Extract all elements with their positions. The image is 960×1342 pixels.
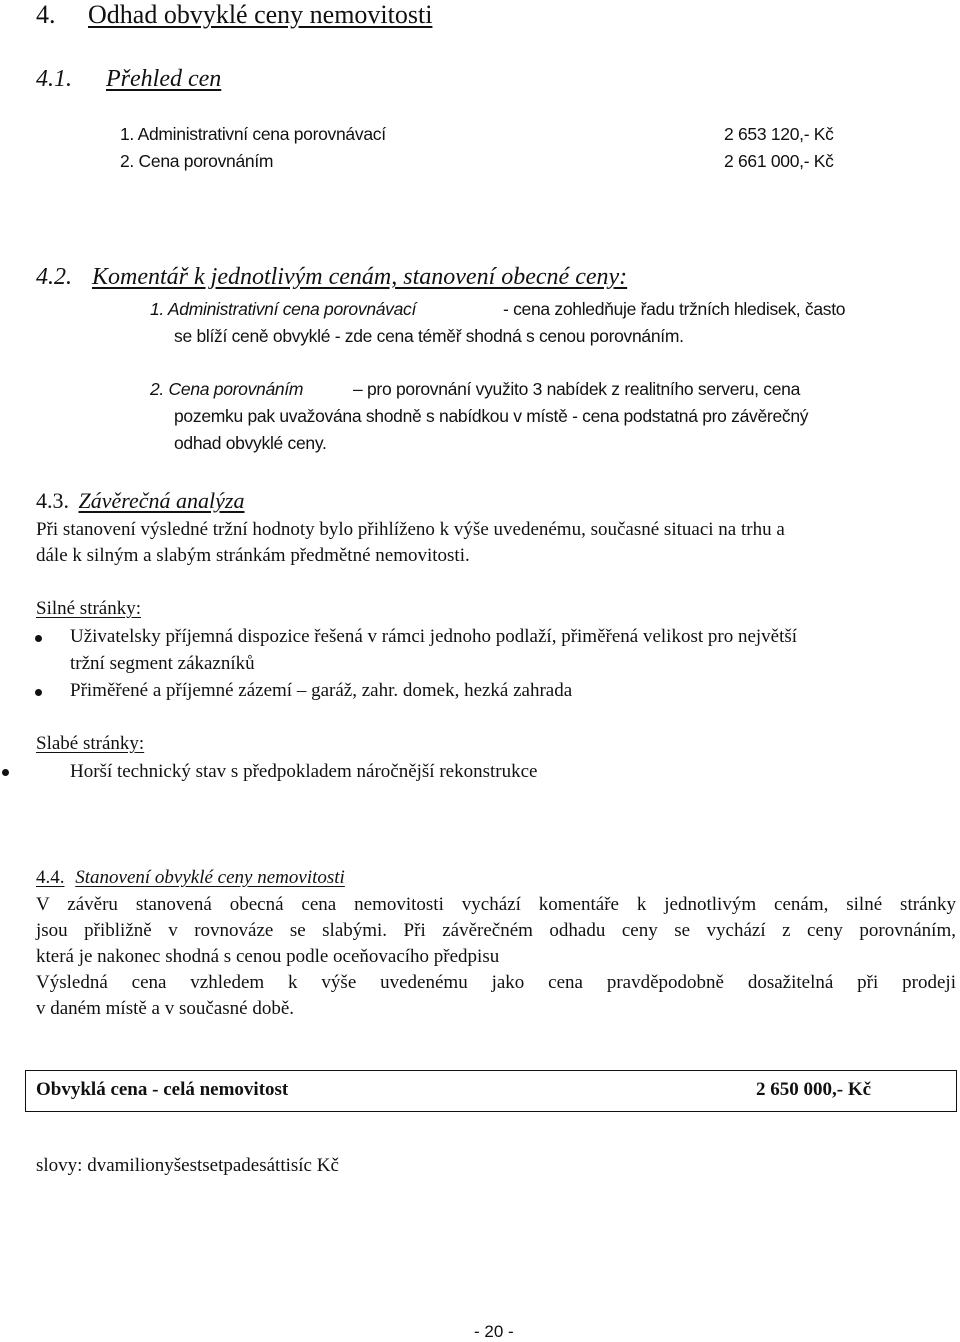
weakness-item-1: Horší technický stav s předpokladem náročnější rekonstrukce (70, 761, 538, 782)
comment-1-line-1 (150, 299, 416, 320)
weaknesses-heading: Slabé stránky: (36, 733, 145, 754)
subsection-number: 4.1. (36, 66, 72, 92)
page-number: - 20 - (474, 1322, 514, 1341)
comment-1-lead: 1. Administrativní cena porovnávací (150, 299, 417, 319)
comment-2-lead: 2. Cena porovnáním (150, 379, 304, 399)
bullet-icon (35, 635, 42, 642)
analysis-line-2: dále k silným a slabým stránkám předmětné nemovitosti. (36, 545, 470, 566)
comment-1-line-1-rest: - cena zohledňuje řadu tržních hledisek, často (503, 299, 846, 319)
final-price-label: Obvyklá cena - celá nemovitost (36, 1079, 289, 1100)
conclusion-line-4: Výsledná cena vzhledem k výše uvedenému jako cena pravděpodobně dosažitelná při prodeji (36, 972, 956, 993)
price-in-words: slovy: dvamilionyšestsetpadesáttisíc Kč (36, 1155, 339, 1176)
conclusion-line-3: která je nakonec shodná s cenou podle oceňovacího předpisu (36, 946, 500, 967)
section-number: 4. (36, 0, 56, 29)
section-title: Odhad obvyklé ceny nemovitosti (88, 0, 433, 29)
subsection-number: 4.2. (36, 264, 72, 290)
analysis-line-1: Při stanovení výsledné tržní hodnoty bylo přihlíženo k výše uvedenému, současné situaci na trhu a (36, 519, 785, 540)
bullet-icon (2, 769, 9, 776)
section-heading (36, 0, 432, 30)
strength-item-2: Přiměřené a příjemné zázemí – garáž, zahr. domek, hezká zahrada (70, 680, 573, 701)
subsection-heading-4-1 (36, 66, 221, 93)
subsection-title: Komentář k jednotlivým cenám, stanovení obecné ceny: (92, 264, 628, 290)
subsection-title: Závěrečná analýza (78, 488, 245, 513)
comment-2-line-2: pozemku pak uvažována shodně s nabídkou v místě - cena podstatná pro závěrečný (174, 406, 809, 426)
subsection-number: 4.3. (36, 488, 69, 513)
bullet-icon (35, 689, 42, 696)
subsection-title: Stanovení obvyklé ceny nemovitosti (75, 867, 345, 888)
subsection-number: 4.4. (36, 867, 65, 888)
comment-2-line-1-rest: – pro porovnání využito 3 nabídek z realitního serveru, cena (353, 379, 800, 399)
subsection-heading-4-2 (36, 264, 627, 291)
strengths-heading: Silné stránky: (36, 598, 142, 619)
price-label-2: 2. Cena porovnáním (120, 151, 274, 171)
price-label-1: 1. Administrativní cena porovnávací (120, 124, 386, 144)
conclusion-line-1: V závěru stanovená obecná cena nemovitosti vychází komentáře k jednotlivým cenám, silné stránky (36, 894, 956, 915)
final-price-value: 2 650 000,- Kč (756, 1079, 872, 1100)
strength-item-1-line-1: Uživatelsky příjemná dispozice řešená v rámci jednoho podlaží, přiměřená velikost pro největší (70, 626, 798, 647)
comment-2-line-3: odhad obvyklé ceny. (174, 433, 327, 453)
subsection-heading-4-4 (36, 867, 345, 889)
conclusion-line-2: jsou přibližně v rovnováze se slabými. Při závěrečném odhadu ceny se vychází z ceny porovnáním, (36, 920, 956, 941)
strength-item-1-line-2: tržní segment zákazníků (70, 653, 255, 674)
comment-1-line-2: se blíží ceně obvyklé - zde cena téměř shodná s cenou porovnáním. (174, 326, 684, 346)
subsection-heading-4-3 (36, 488, 244, 514)
price-value-1: 2 653 120,- Kč (724, 124, 834, 144)
price-value-2: 2 661 000,- Kč (724, 151, 834, 171)
conclusion-line-5: v daném místě a v současné době. (36, 998, 295, 1019)
subsection-title: Přehled cen (106, 66, 222, 92)
